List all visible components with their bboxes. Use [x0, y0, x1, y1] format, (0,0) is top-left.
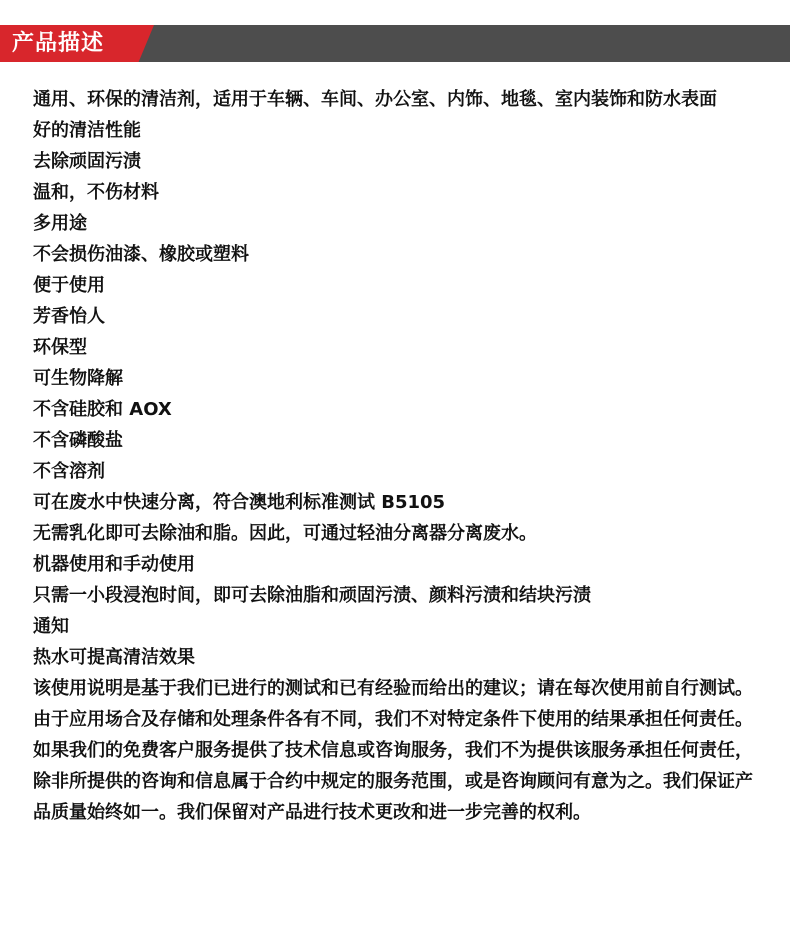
description-line: 去除顽固污渍 — [33, 151, 141, 172]
description-line: 不含硅胶和 AOX — [33, 399, 172, 420]
description-line: 机器使用和手动使用 — [33, 554, 195, 575]
description-line: 无需乳化即可去除油和脂。因此，可通过轻油分离器分离废水。 — [33, 523, 537, 544]
description-line: 热水可提高清洁效果 — [33, 647, 195, 668]
description-line: 可在废水中快速分离，符合澳地利标准测试 B5105 — [33, 492, 446, 513]
description-line: 芳香怡人 — [33, 306, 105, 327]
description-line: 不含溶剂 — [33, 461, 105, 482]
description-line: 只需一小段浸泡时间，即可去除油脂和顽固污渍、颜料污渍和结块污渍 — [33, 585, 591, 606]
description-line: 不会损伤油漆、橡胶或塑料 — [33, 244, 249, 265]
description-line: 可生物降解 — [33, 368, 123, 389]
description-line: 不含磷酸盐 — [33, 430, 123, 451]
description-line: 温和，不伤材料 — [33, 182, 159, 203]
section-title: 产品描述 — [12, 31, 105, 56]
description-line: 便于使用 — [33, 275, 105, 296]
description-line: 多用途 — [33, 213, 87, 234]
description-line: 通知 — [33, 616, 69, 637]
description-line: 通用、环保的清洁剂，适用于车辆、车间、办公室、内饰、地毯、室内装饰和防水表面 — [33, 89, 717, 110]
usage-notice: 该使用说明是基于我们已进行的测试和已有经验而给出的建议；请在每次使用前自行测试。由于应用场合及存储和处理条件各有不同，我们不对特定条件下使用的结果承担任何责任。如果我们的免费客户服务提供了技术信息或咨询服务，我们不为提供该服务承担任何责任，除非所提供的咨询和信息属于合约中规定的服务范围，或是咨询顾问有意为之。我们保证产品质量始终如一。我们保留对产品进行技术更改和进一步完善的权利。 — [33, 678, 753, 823]
description-line: 好的清洁性能 — [33, 120, 141, 141]
description-line: 环保型 — [33, 337, 87, 358]
product-description — [33, 84, 763, 828]
